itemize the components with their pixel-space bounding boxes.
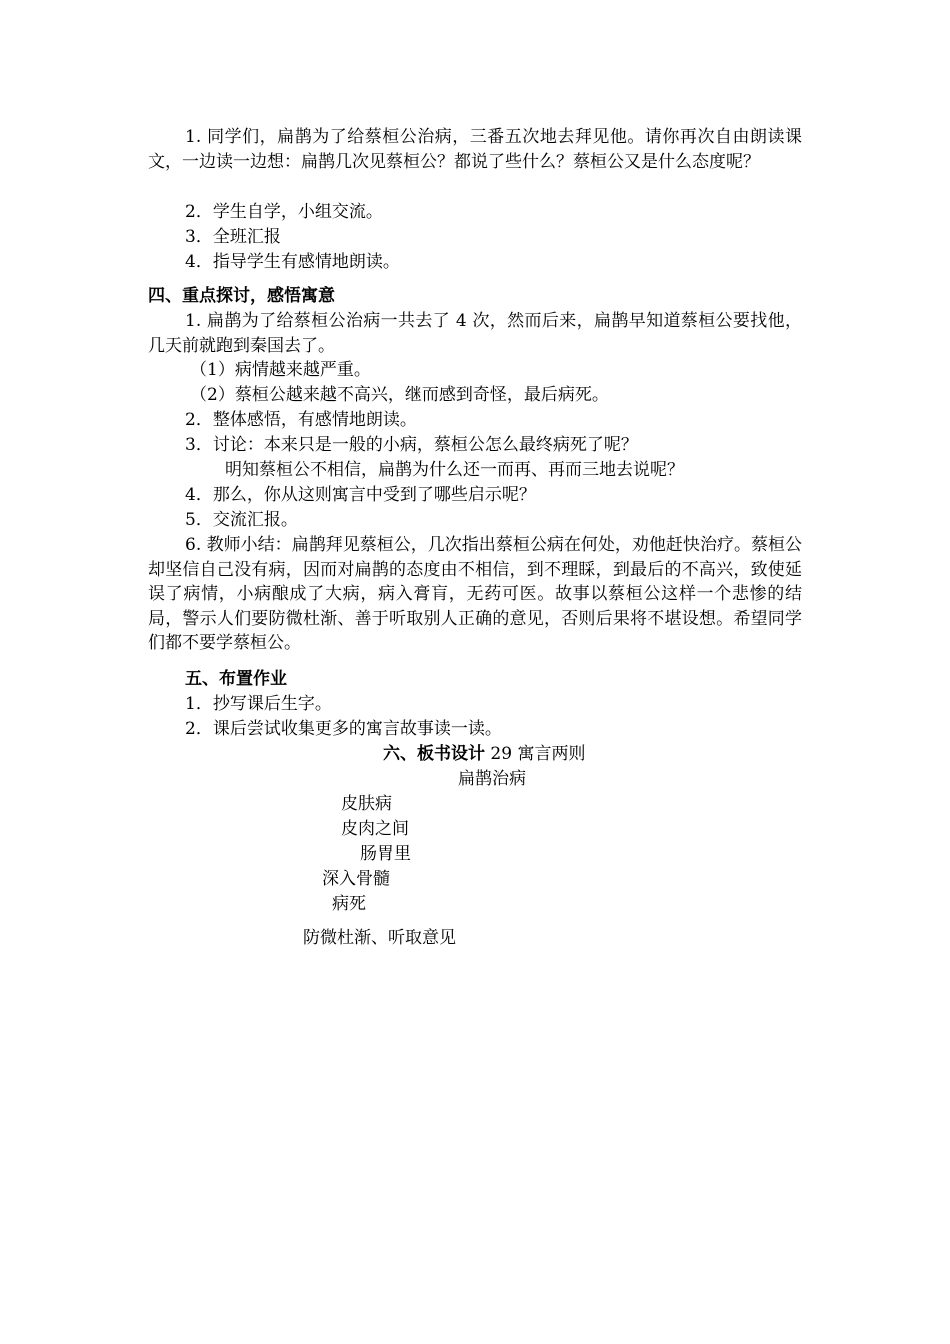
- section3-item1: 1. 同学们，扁鹊为了给蔡桓公治病，三番五次地去拜见他。请你再次自由朗读课文，一边读一边想：扁鹊几次见蔡桓公？都说了些什么？蔡桓公又是什么态度呢？: [148, 127, 802, 172]
- board-line-skin: 皮肤病: [341, 794, 392, 814]
- section4-item5: 5．交流汇报。: [185, 510, 298, 530]
- section5-heading: 五、布置作业: [185, 669, 287, 689]
- board-subtitle: 扁鹊治病: [458, 769, 526, 789]
- section4-item3: 3．讨论：本来只是一般的小病，蔡桓公怎么最终病死了呢？: [185, 435, 638, 455]
- board-lesson: 防微杜渐、听取意见: [303, 928, 456, 948]
- section4-item3b: 明知蔡桓公不相信，扁鹊为什么还一而再、再而三地去说呢？: [225, 460, 684, 480]
- section4-item1: 1. 扁鹊为了给蔡桓公治病一共去了 4 次，然而后来，扁鹊早知道蔡桓公要找他，几天前就跑到秦国去了。: [148, 311, 802, 356]
- section6-heading: 六、板书设计: [383, 744, 485, 764]
- section3-item3: 3．全班汇报: [185, 227, 281, 247]
- section4-sub1: （1）病情越来越严重。: [190, 360, 371, 380]
- board-line-flesh: 皮肉之间: [341, 819, 409, 839]
- section6-heading-line: [383, 742, 585, 766]
- section5-item1: 1．抄写课后生字。: [185, 694, 332, 714]
- section3-item4: 4．指导学生有感情地朗读。: [185, 252, 400, 272]
- section4-item4: 4．那么，你从这则寓言中受到了哪些启示呢？: [185, 485, 536, 505]
- section5-item2: 2．课后尝试收集更多的寓言故事读一读。: [185, 719, 502, 739]
- board-line-death: 病死: [332, 894, 366, 914]
- section4-sub2: （2）蔡桓公越来越不高兴，继而感到奇怪，最后病死。: [190, 385, 609, 405]
- board-line-stomach: 肠胃里: [360, 844, 411, 864]
- section4-item2: 2．整体感悟，有感情地朗读。: [185, 410, 417, 430]
- section3-item2: 2．学生自学，小组交流。: [185, 202, 383, 222]
- board-line-marrow: 深入骨髓: [322, 869, 390, 889]
- section6-heading-suffix: 29 寓言两则: [485, 744, 586, 764]
- section4-heading: 四、重点探讨，感悟寓意: [148, 286, 335, 306]
- section4-item6: 6. 教师小结：扁鹊拜见蔡桓公，几次指出蔡桓公病在何处，劝他赶快治疗。蔡桓公却坚信自己没有病，因而对扁鹊的态度由不相信，到不理睬，到最后的不高兴，致使延误了病情，小病酿成了大病，病入膏肓，无药可医。故事以蔡桓公这样一个悲惨的结局，警示人们要防微杜渐、善于听取别人正确的意见，否则后果将不堪设想。希望同学们都不要学蔡桓公。: [148, 535, 802, 653]
